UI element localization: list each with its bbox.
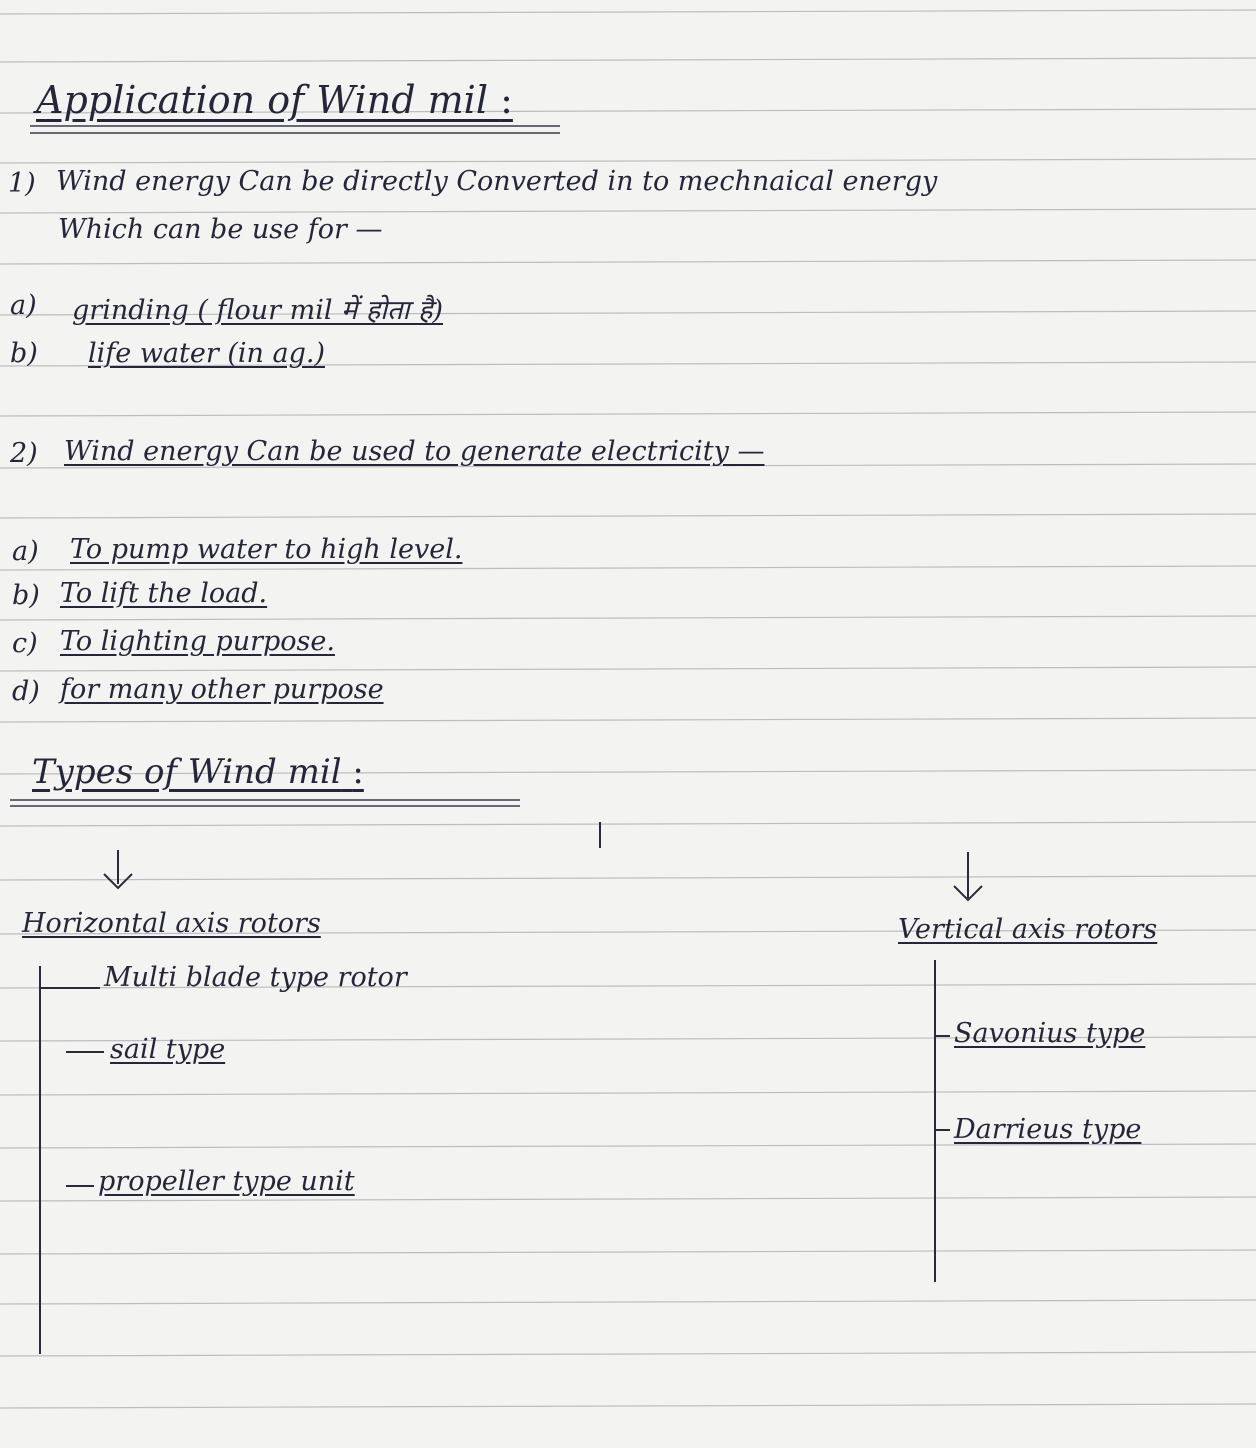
heading-types: [32, 752, 364, 792]
point-1-item-b-text: life water (in ag.): [88, 338, 325, 369]
heading-types-title: Types of Wind mil: [32, 752, 342, 792]
point-2-number: 2): [10, 438, 38, 469]
point-2-item-a-text: To pump water to high level.: [70, 534, 463, 565]
heading-application-title: Application of Wind mil: [36, 78, 488, 122]
point-1-item-a-marker: a): [10, 290, 37, 321]
point-2-item-b-marker: b): [12, 580, 40, 611]
point-2-item-c-marker: c): [12, 628, 38, 659]
point-2-text: Wind energy Can be used to generate electricity —: [64, 436, 765, 467]
vertical-axis-title: Vertical axis rotors: [898, 914, 1158, 945]
horizontal-item-sail: sail type: [110, 1034, 226, 1065]
point-2-item-b-text: To lift the load.: [60, 578, 268, 609]
heading-application: [36, 78, 513, 122]
branch-lines: [40, 822, 982, 1354]
heading-types-colon: :: [352, 752, 364, 792]
point-2-item-c-text: To lighting purpose.: [60, 626, 335, 657]
heading-application-colon: :: [500, 78, 513, 122]
point-1-number: 1): [8, 168, 36, 199]
horizontal-axis-title: Horizontal axis rotors: [22, 908, 321, 939]
point-2-item-d-text: for many other purpose: [60, 674, 384, 705]
vertical-item-savonius: Savonius type: [954, 1018, 1146, 1049]
horizontal-item-propeller: propeller type unit: [98, 1166, 355, 1197]
point-1-line-1: Wind energy Can be directly Converted in to mechnaical energy: [56, 166, 938, 197]
point-1-item-b-marker: b): [10, 338, 38, 369]
point-2-item-a-marker: a): [12, 536, 39, 567]
point-2-item-d-marker: d): [12, 676, 40, 707]
point-1-line-2: Which can be use for —: [58, 214, 383, 245]
horizontal-item-multi-blade: Multi blade type rotor: [104, 962, 407, 993]
point-1-item-a-text: grinding ( flour mil में होता है): [72, 295, 443, 326]
vertical-item-darrieus: Darrieus type: [954, 1114, 1142, 1145]
